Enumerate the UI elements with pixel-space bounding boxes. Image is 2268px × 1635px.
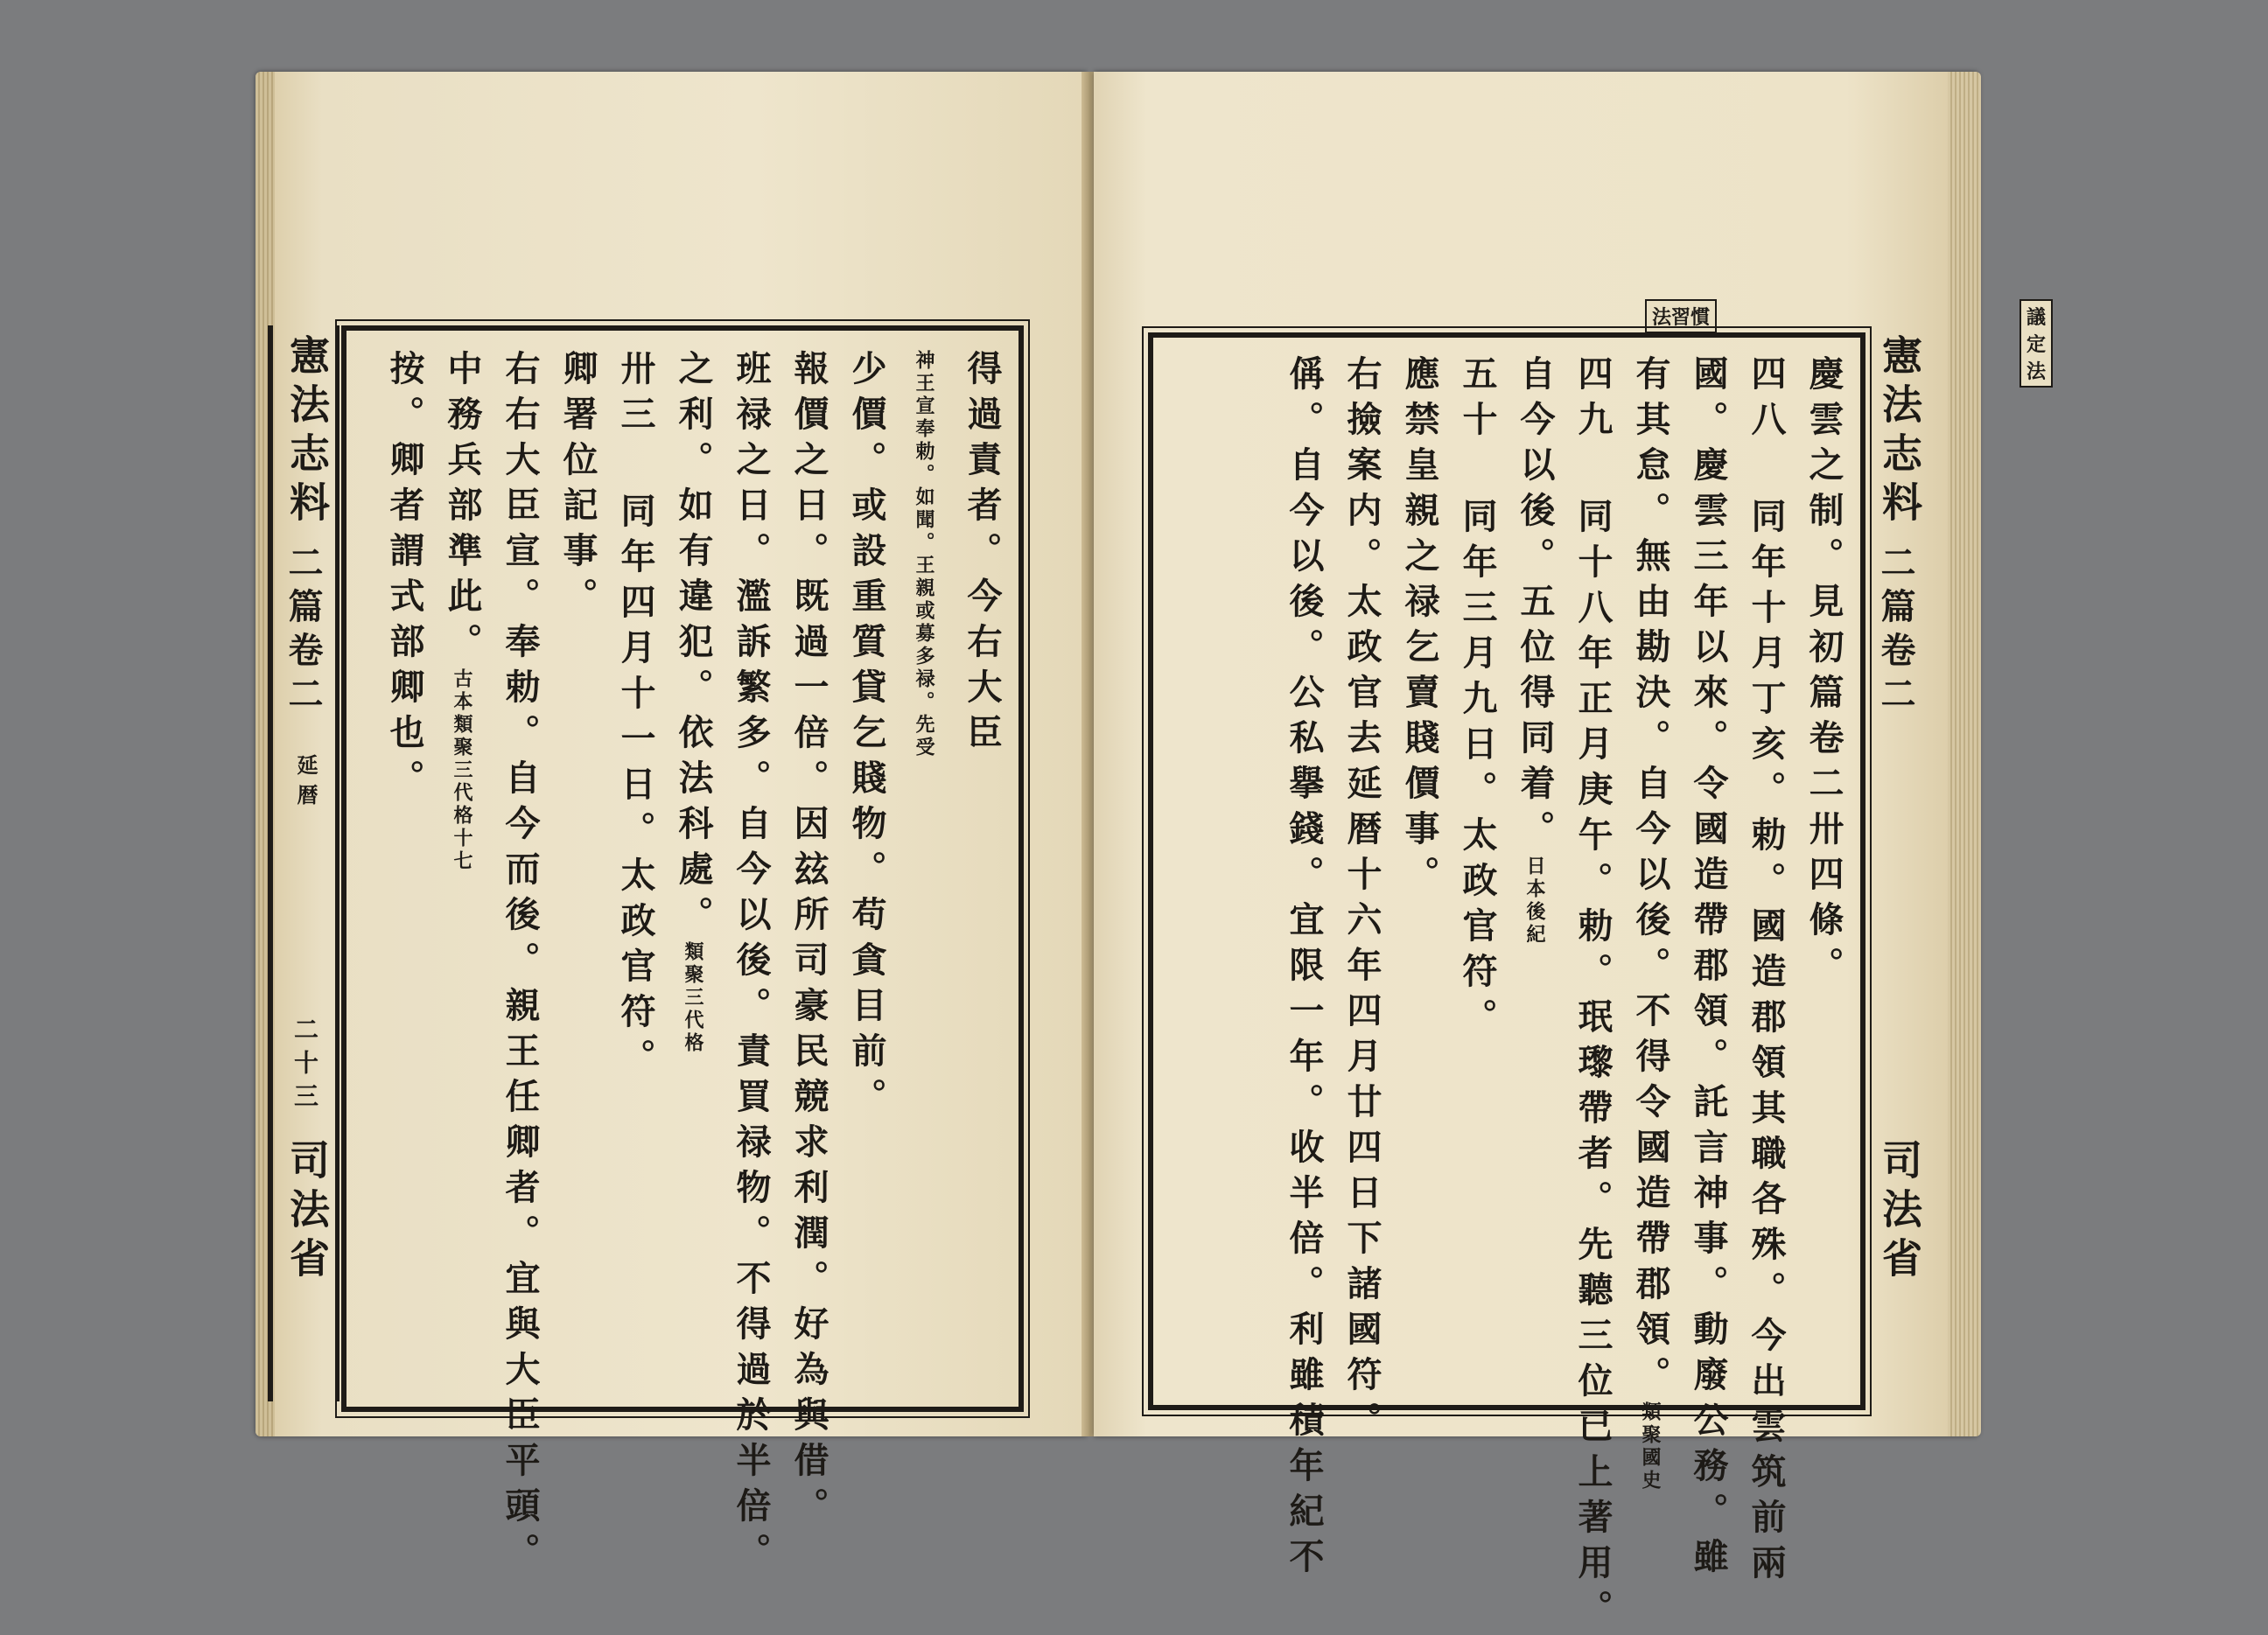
category-tag-right: 議定法 [2020,299,2053,388]
left-margin-page-number: 二十三 [290,1017,319,1116]
text-column: 得過責者。今右大臣 [962,350,1003,759]
text-column [1502,355,1559,1387]
column-text: 有其怠。無由勘決。自今以後。不得令國造帶郡領。 [1630,355,1671,1401]
text-column: 班禄之日。濫訴繁多。自今以後。責買禄物。不得過於半倍。 [731,350,772,1578]
left-margin-rule [336,325,340,1401]
text-column [1617,355,1675,1492]
citation-note: 古本類聚三代格十七 [451,668,473,873]
left-margin-era: 延暦 [293,754,318,814]
text-column: 四九 同十八年正月庚午。勅。珉瓈帶者。先聽三位已上著用。 [1572,355,1614,1635]
inline-note: 神王宣奉勅。如聞。王親或募多禄。先受 [913,350,935,759]
text-column: 四八 同年十月丁亥。勅。國造郡領其職各殊。今出雲筑前兩 [1746,355,1787,1590]
right-text-columns [1157,355,1848,1635]
left-text-columns [350,350,1006,1578]
text-column: 右右大臣宣。奉勅。自今而後。親王任卿者。宜與大臣平頭。 [500,350,541,1578]
category-tag-left: 法習慣 [1645,299,1717,333]
citation-note: 類聚三代格 [682,941,704,1055]
right-page-edge [1948,72,1981,1436]
text-column: 按。卿者謂式部卿也。 [384,350,425,805]
column-text: 之利。如有違犯。依法科處。 [673,350,714,941]
citation-note: 類聚國史 [1639,1401,1662,1492]
right-margin-ministry: 司法省 [1876,1139,1923,1286]
left-margin-section: 二篇卷二 [283,544,324,719]
text-column: 報價之日。既過一倍。因玆所司豪民競求利潤。好為與借。 [788,350,830,1533]
text-column: 卅三 同年四月十一日。太政官符。 [615,350,656,1084]
text-column [429,350,486,1391]
text-column [660,350,718,1391]
text-column: 少價。或設重質貸乞賤物。苟貪目前。 [846,350,887,1123]
right-margin-section: 二篇卷二 [1875,544,1916,719]
text-column: 應禁皇親之禄乞賣賤價事。 [1399,355,1440,901]
left-margin-rule [268,325,273,1401]
text-column: 國。慶雲三年以來。令國造帶郡領。託言神事。動廢公務。雖 [1688,355,1729,1583]
right-page [1094,72,2047,1635]
column-text: 中務兵部準此。 [442,350,483,668]
left-page [256,72,1087,1578]
text-column: 五十 同年三月九日。太政官符。 [1457,355,1498,1044]
text-column: 卿署位記事。 [557,350,598,623]
left-margin-ministry: 司法省 [284,1139,331,1286]
note-column [891,350,948,1391]
open-book [256,72,2047,1635]
text-column: 慶雲之制。見初篇卷二卅四條。 [1803,355,1844,992]
citation-note: 日本後紀 [1523,856,1546,947]
right-margin-title: 憲法志料 [1876,334,1923,530]
left-margin-title: 憲法志料 [284,334,331,530]
right-margin-rule [1862,332,1866,1400]
text-column: 偁。自今以後。公私擧錢。宜限一年。收半倍。利雖積年紀不 [1284,355,1325,1583]
text-column: 右撿案内。太政官去延暦十六年四月廿四日下諸國符。 [1341,355,1382,1447]
column-text: 自今以後。五位得同着。 [1515,355,1556,856]
